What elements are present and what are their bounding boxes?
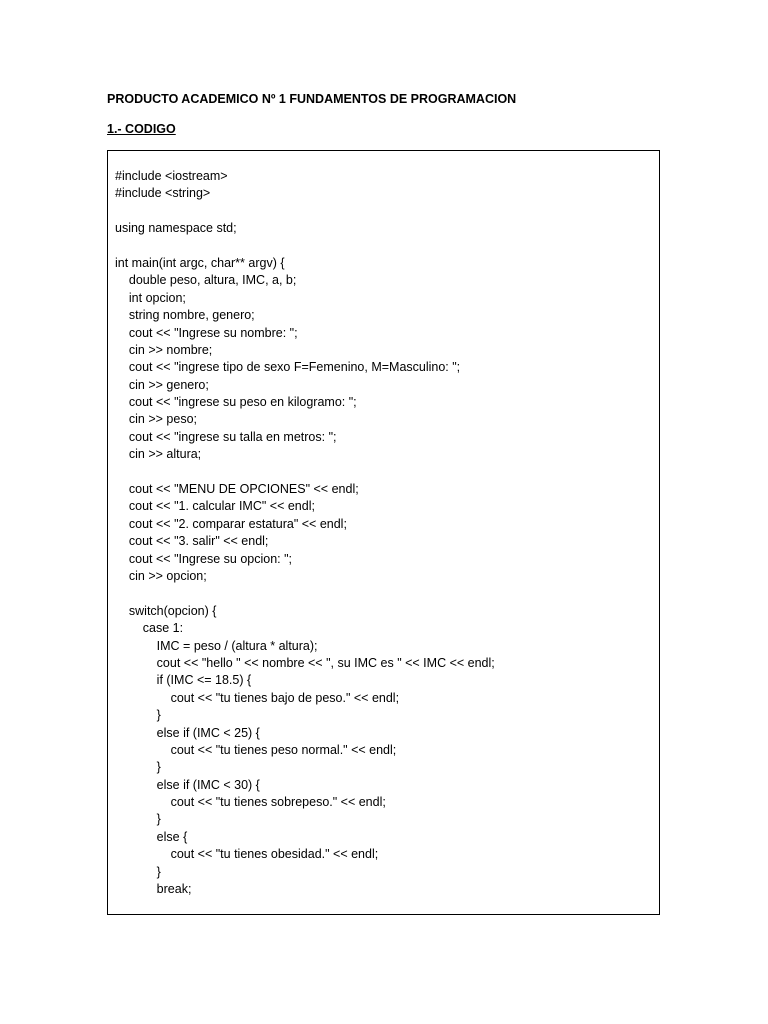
code-line: cout << "tu tienes sobrepeso." << endl; xyxy=(115,795,386,810)
code-line xyxy=(115,203,659,220)
page-title: PRODUCTO ACADEMICO Nº 1 FUNDAMENTOS DE PROGRAMACION xyxy=(107,92,517,106)
code-line: } xyxy=(115,760,161,775)
code-line xyxy=(115,464,659,481)
code-line: cout << "tu tienes bajo de peso." << endl; xyxy=(115,690,400,705)
code-line: case 1: xyxy=(115,621,184,636)
code-line: using namespace std; xyxy=(115,221,237,236)
code-line: cout << "3. salir" << endl; xyxy=(115,534,269,549)
code-line: cout << "Ingrese su nombre: "; xyxy=(115,325,298,340)
code-line: cout << "hello " << nombre << ", su IMC es " << IMC << endl; xyxy=(115,655,495,670)
code-line: cout << "tu tienes peso normal." << endl; xyxy=(115,742,397,757)
code-line: double peso, altura, IMC, a, b; xyxy=(115,273,297,288)
code-line: cin >> peso; xyxy=(115,412,197,427)
code-line: cout << "ingrese tipo de sexo F=Femenino, M=Masculino: "; xyxy=(115,360,461,375)
code-line xyxy=(115,585,659,602)
code-line: cin >> nombre; xyxy=(115,342,213,357)
code-line: if (IMC <= 18.5) { xyxy=(115,673,252,688)
code-line: IMC = peso / (altura * altura); xyxy=(115,638,318,653)
code-line: } xyxy=(115,812,161,827)
section-heading: 1.- CODIGO xyxy=(107,122,176,136)
code-line: else { xyxy=(115,829,188,844)
code-line: cout << "MENU DE OPCIONES" << endl; xyxy=(115,482,359,497)
code-line: cout << "tu tienes obesidad." << endl; xyxy=(115,847,379,862)
code-line: string nombre, genero; xyxy=(115,308,255,323)
code-lines xyxy=(115,168,659,898)
code-line: cout << "1. calcular IMC" << endl; xyxy=(115,499,315,514)
code-line: #include <iostream> xyxy=(115,169,228,183)
code-line: } xyxy=(115,708,161,723)
code-line: break; xyxy=(115,882,192,897)
code-line: cin >> opcion; xyxy=(115,568,207,583)
code-line: else if (IMC < 30) { xyxy=(115,777,260,792)
code-line: cout << "2. comparar estatura" << endl; xyxy=(115,516,347,531)
code-line: cout << "ingrese su talla en metros: "; xyxy=(115,429,337,444)
code-line xyxy=(115,238,659,255)
code-line: cout << "Ingrese su opcion: "; xyxy=(115,551,293,566)
code-line: cout << "ingrese su peso en kilogramo: "; xyxy=(115,395,357,410)
code-line: int main(int argc, char** argv) { xyxy=(115,255,285,270)
code-line: #include <string> xyxy=(115,186,211,201)
code-line: else if (IMC < 25) { xyxy=(115,725,260,740)
code-line: cin >> genero; xyxy=(115,377,209,392)
code-line: int opcion; xyxy=(115,290,186,305)
code-box xyxy=(107,150,660,915)
code-line: } xyxy=(115,864,161,879)
code-line: switch(opcion) { xyxy=(115,603,217,618)
code-line: cin >> altura; xyxy=(115,447,202,462)
